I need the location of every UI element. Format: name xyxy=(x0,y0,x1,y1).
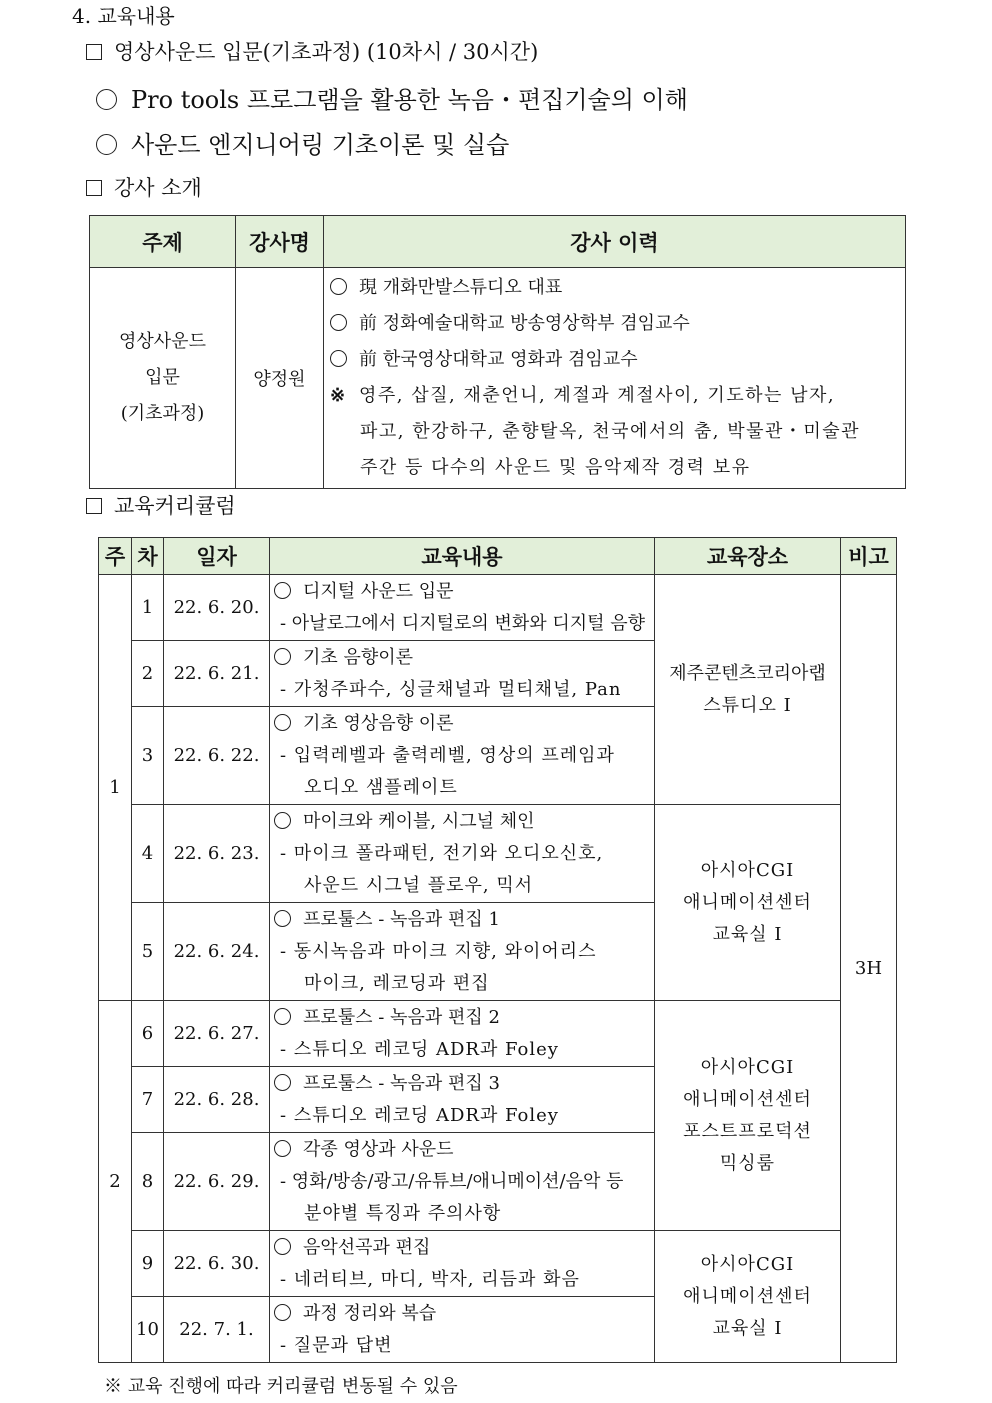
circle-bullet-icon xyxy=(96,89,117,110)
instructor-name: 양정원 xyxy=(236,268,324,489)
session-date: 22. 6. 22. xyxy=(164,707,270,805)
session-content xyxy=(270,1001,655,1067)
session-content xyxy=(270,1297,655,1363)
session-content xyxy=(270,903,655,1001)
session-title xyxy=(274,1298,650,1330)
session-detail: - 동시녹음과 마이크 지향, 와이어리스 xyxy=(280,940,597,962)
session-title xyxy=(274,1068,650,1100)
session-detail: - 질문과 답변 xyxy=(280,1334,393,1356)
location-cell xyxy=(655,805,841,1001)
session-content xyxy=(270,805,655,903)
note-text: 영주, 삽질, 재춘언니, 계절과 계절사이, 기도하는 남자, xyxy=(359,385,836,406)
square-bullet-icon xyxy=(86,180,102,196)
subject-cell xyxy=(90,268,236,489)
session-title xyxy=(274,708,650,740)
session-detail: 마이크, 레코딩과 편집 xyxy=(304,972,490,994)
session-content xyxy=(270,641,655,707)
session-date: 22. 6. 29. xyxy=(164,1133,270,1231)
session-detail: - 스튜디오 레코딩 ADR과 Foley xyxy=(280,1038,559,1060)
session-title-text: 프로툴스 - 녹음과 편집 1 xyxy=(303,908,500,930)
session-no: 1 xyxy=(132,575,164,641)
instructor-section-label: 강사 소개 xyxy=(114,176,202,200)
session-content xyxy=(270,707,655,805)
table-row xyxy=(99,805,897,903)
session-content xyxy=(270,575,655,641)
circle-bullet-icon xyxy=(96,134,117,155)
session-title-text: 과정 정리와 복습 xyxy=(303,1302,437,1324)
session-no: 4 xyxy=(132,805,164,903)
location-cell xyxy=(655,575,841,805)
curriculum-section-title xyxy=(86,490,236,520)
career-cell xyxy=(324,268,906,489)
location-line: 믹싱룸 xyxy=(719,1152,776,1174)
instructor-table xyxy=(89,215,906,489)
session-title xyxy=(274,1232,650,1264)
square-bullet-icon xyxy=(86,44,102,60)
session-no: 8 xyxy=(132,1133,164,1231)
session-no: 7 xyxy=(132,1067,164,1133)
circle-bullet-icon xyxy=(330,278,347,295)
session-date: 22. 6. 24. xyxy=(164,903,270,1001)
table-row xyxy=(99,575,897,641)
objective-text: 사운드 엔지니어링 기초이론 및 실습 xyxy=(131,131,510,159)
session-detail: - 아날로그에서 디지털로의 변화와 디지털 음향 xyxy=(280,612,646,634)
circle-bullet-icon xyxy=(274,1238,291,1255)
reference-mark-icon: ※ xyxy=(330,385,347,406)
circle-bullet-icon xyxy=(274,1008,291,1025)
table-header-row xyxy=(99,538,897,575)
session-detail: - 스튜디오 레코딩 ADR과 Foley xyxy=(280,1104,559,1126)
career-text: 前 정화예술대학교 방송영상학부 겸임교수 xyxy=(359,313,690,334)
session-date: 22. 6. 20. xyxy=(164,575,270,641)
career-item xyxy=(330,342,897,378)
career-item xyxy=(330,270,897,306)
circle-bullet-icon xyxy=(274,1074,291,1091)
circle-bullet-icon xyxy=(274,582,291,599)
header-date: 일자 xyxy=(164,538,270,575)
location-line: 애니메이션센터 xyxy=(683,1088,812,1110)
session-detail: 오디오 샘플레이트 xyxy=(304,776,458,798)
circle-bullet-icon xyxy=(330,350,347,367)
session-detail: - 가청주파수, 싱글채널과 멀티채널, Pan xyxy=(280,678,622,700)
session-no: 3 xyxy=(132,707,164,805)
location-line: 스튜디오 I xyxy=(703,694,792,716)
location-line: 포스트프로덕션 xyxy=(683,1120,812,1142)
circle-bullet-icon xyxy=(274,910,291,927)
session-no: 9 xyxy=(132,1231,164,1297)
session-date: 22. 6. 27. xyxy=(164,1001,270,1067)
table-header-row xyxy=(90,216,906,268)
session-title xyxy=(274,806,650,838)
career-note-line: 파고, 한강하구, 춘향탈옥, 천국에서의 춤, 박물관・미술관 xyxy=(360,421,861,442)
session-no: 2 xyxy=(132,641,164,707)
week-cell: 2 xyxy=(99,1001,132,1363)
location-line: 애니메이션센터 xyxy=(683,891,812,913)
subject-line: (기초과정) xyxy=(120,403,205,424)
session-title-text: 프로툴스 - 녹음과 편집 2 xyxy=(303,1006,500,1028)
header-location: 교육장소 xyxy=(655,538,841,575)
session-title xyxy=(274,1134,650,1166)
session-title xyxy=(274,1002,650,1034)
location-line: 아시아CGI xyxy=(700,859,795,881)
header-content: 교육내용 xyxy=(270,538,655,575)
circle-bullet-icon xyxy=(274,812,291,829)
career-text: 現 개화만발스튜디오 대표 xyxy=(359,277,563,298)
session-title-text: 프로툴스 - 녹음과 편집 3 xyxy=(303,1072,500,1094)
table-row xyxy=(99,1001,897,1067)
career-text: 前 한국영상대학교 영화과 겸임교수 xyxy=(359,349,638,370)
location-line: 아시아CGI xyxy=(700,1056,795,1078)
objective-item xyxy=(96,125,509,160)
location-line: 교육실 I xyxy=(712,923,783,945)
objective-item xyxy=(96,80,688,115)
table-row xyxy=(99,1231,897,1297)
location-line: 아시아CGI xyxy=(700,1253,795,1275)
location-line: 교육실 I xyxy=(712,1317,783,1339)
subject-line: 영상사운드 xyxy=(119,331,206,352)
session-detail: - 마이크 폴라패턴, 전기와 오디오신호, xyxy=(280,842,604,864)
week-cell: 1 xyxy=(99,575,132,1001)
session-title xyxy=(274,642,650,674)
session-date: 22. 7. 1. xyxy=(164,1297,270,1363)
session-title-text: 마이크와 케이블, 시그널 체인 xyxy=(303,810,535,832)
circle-bullet-icon xyxy=(274,648,291,665)
session-detail: - 입력레벨과 출력레벨, 영상의 프레임과 xyxy=(280,744,615,766)
remark-cell: 3H xyxy=(841,575,897,1363)
circle-bullet-icon xyxy=(274,1140,291,1157)
location-cell xyxy=(655,1001,841,1231)
career-item xyxy=(330,306,897,342)
circle-bullet-icon xyxy=(330,314,347,331)
header-subject: 주제 xyxy=(90,216,236,268)
footnote: ※ 교육 진행에 따라 커리큘럼 변동될 수 있음 xyxy=(104,1376,458,1397)
session-date: 22. 6. 30. xyxy=(164,1231,270,1297)
session-date: 22. 6. 23. xyxy=(164,805,270,903)
course-line xyxy=(86,36,538,66)
session-no: 10 xyxy=(132,1297,164,1363)
career-note xyxy=(330,378,897,414)
table-row xyxy=(90,268,906,489)
instructor-section-title xyxy=(86,172,202,202)
circle-bullet-icon xyxy=(274,1304,291,1321)
objective-text: Pro tools 프로그램을 활용한 녹음・편집기술의 이해 xyxy=(131,86,688,114)
subject-line: 입문 xyxy=(145,367,180,388)
career-note-line: 주간 등 다수의 사운드 및 음악제작 경력 보유 xyxy=(360,457,751,478)
session-detail: 사운드 시그널 플로우, 믹서 xyxy=(304,874,534,896)
session-date: 22. 6. 21. xyxy=(164,641,270,707)
session-detail: - 네러티브, 마디, 박자, 리듬과 화음 xyxy=(280,1268,580,1290)
location-cell xyxy=(655,1231,841,1363)
section-heading: 4. 교육내용 xyxy=(72,4,175,28)
session-date: 22. 6. 28. xyxy=(164,1067,270,1133)
curriculum-section-label: 교육커리큘럼 xyxy=(114,494,236,518)
session-title xyxy=(274,904,650,936)
header-name: 강사명 xyxy=(236,216,324,268)
header-session: 차 xyxy=(132,538,164,575)
session-title-text: 음악선곡과 편집 xyxy=(303,1236,431,1258)
session-title-text: 기초 영상음향 이론 xyxy=(303,712,454,734)
header-career: 강사 이력 xyxy=(324,216,906,268)
session-title-text: 디지털 사운드 입문 xyxy=(303,580,454,602)
square-bullet-icon xyxy=(86,498,102,514)
header-week: 주 xyxy=(99,538,132,575)
session-detail: - 영화/방송/광고/유튜브/애니메이션/음악 등 xyxy=(280,1170,624,1192)
session-content xyxy=(270,1067,655,1133)
header-remark: 비고 xyxy=(841,538,897,575)
curriculum-table xyxy=(98,537,897,1363)
session-no: 6 xyxy=(132,1001,164,1067)
course-title: 영상사운드 입문(기초과정) (10차시 / 30시간) xyxy=(114,40,539,64)
location-line: 애니메이션센터 xyxy=(683,1285,812,1307)
session-content xyxy=(270,1133,655,1231)
session-title-text: 기초 음향이론 xyxy=(303,646,414,668)
session-title-text: 각종 영상과 사운드 xyxy=(303,1138,454,1160)
session-no: 5 xyxy=(132,903,164,1001)
circle-bullet-icon xyxy=(274,714,291,731)
session-detail: 분야별 특징과 주의사항 xyxy=(304,1202,502,1224)
session-title xyxy=(274,576,650,608)
location-line: 제주콘텐츠코리아랩 xyxy=(669,662,826,684)
session-content xyxy=(270,1231,655,1297)
